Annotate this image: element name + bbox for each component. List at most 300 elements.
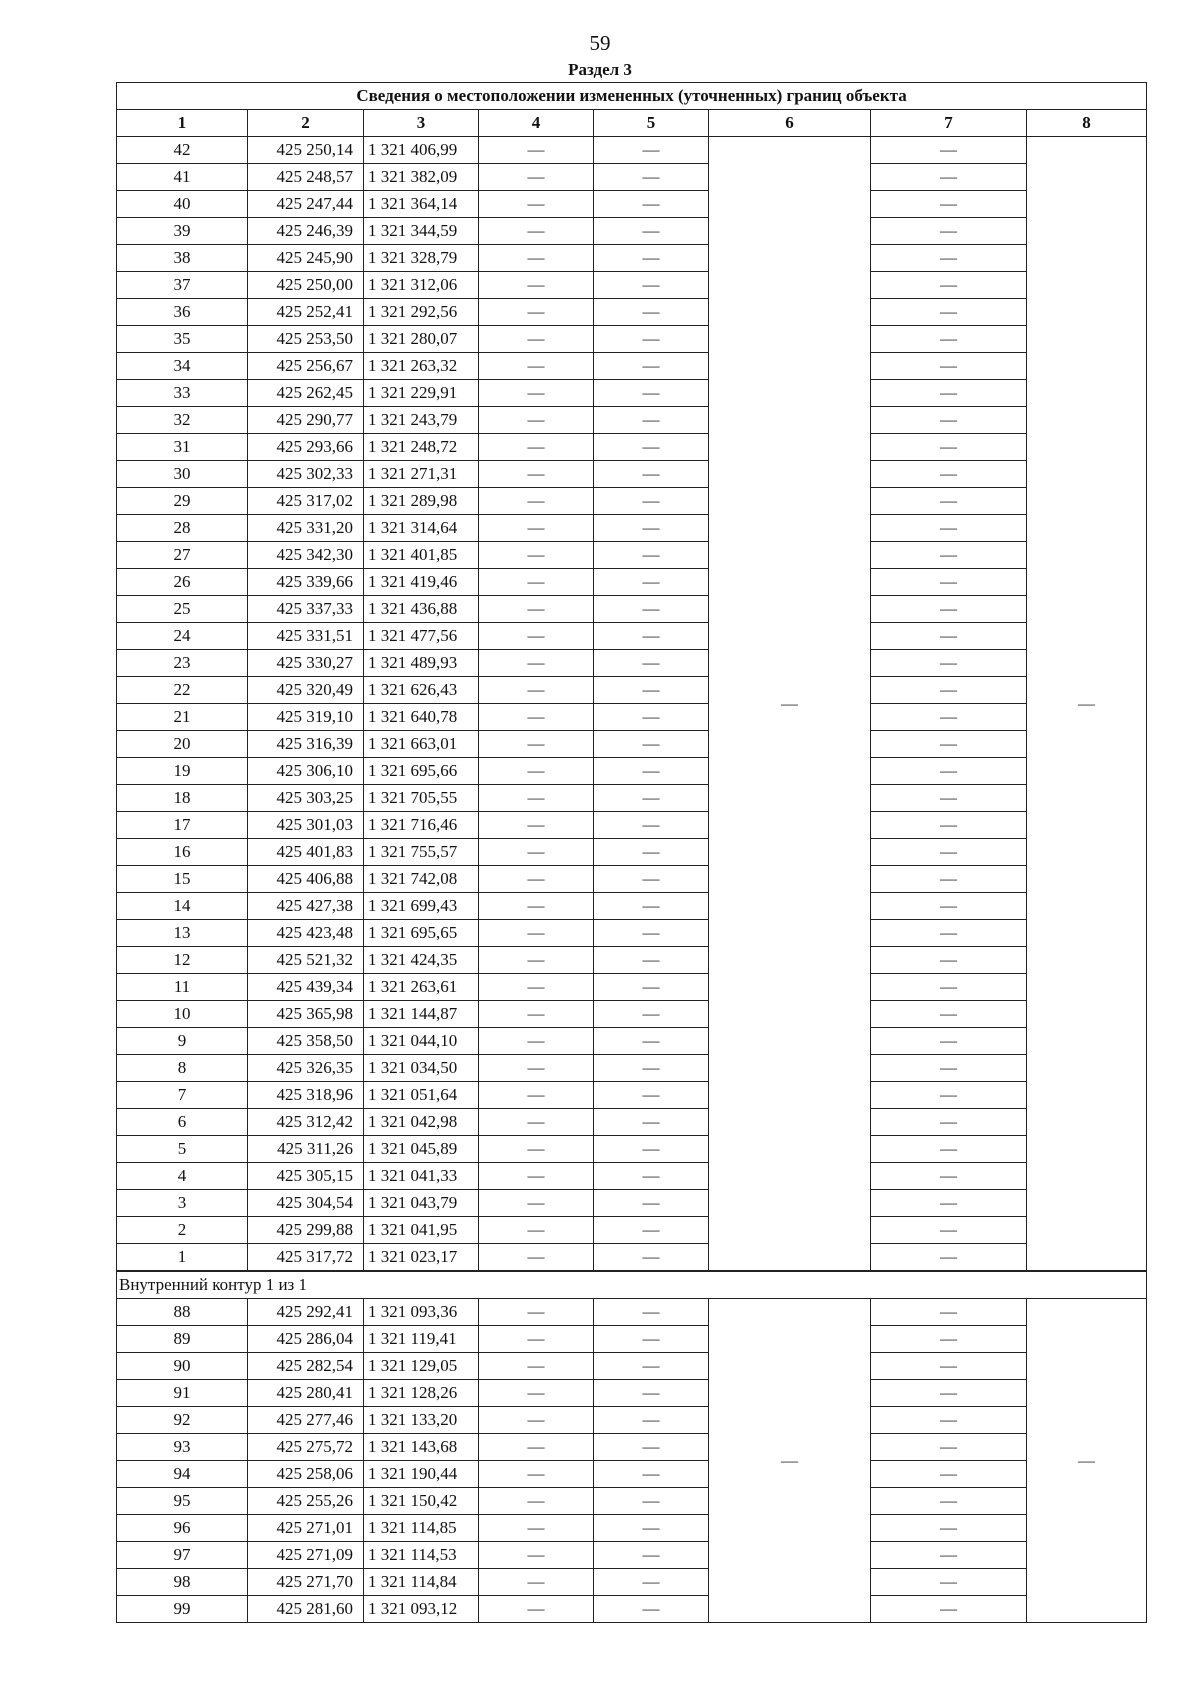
coordinate-x: 425 256,67 <box>248 353 364 380</box>
table-row <box>117 1380 1147 1407</box>
point-number: 40 <box>117 191 248 218</box>
dash-cell: — <box>594 542 709 569</box>
coordinate-y: 1 321 695,66 <box>364 758 479 785</box>
column-header-row <box>117 110 1147 137</box>
coordinate-x: 425 286,04 <box>248 1326 364 1353</box>
dash-cell: — <box>594 623 709 650</box>
dash-cell: — <box>479 758 594 785</box>
coordinate-y: 1 321 041,95 <box>364 1217 479 1244</box>
coordinate-y: 1 321 119,41 <box>364 1326 479 1353</box>
point-number: 41 <box>117 164 248 191</box>
coordinate-x: 425 358,50 <box>248 1028 364 1055</box>
dash-cell: — <box>479 1028 594 1055</box>
coordinate-y: 1 321 344,59 <box>364 218 479 245</box>
coordinate-x: 425 253,50 <box>248 326 364 353</box>
coordinate-y: 1 321 489,93 <box>364 650 479 677</box>
coordinate-y: 1 321 144,87 <box>364 1001 479 1028</box>
column-header: 8 <box>1027 110 1147 137</box>
point-number: 22 <box>117 677 248 704</box>
point-number: 19 <box>117 758 248 785</box>
coordinate-y: 1 321 626,43 <box>364 677 479 704</box>
dash-cell: — <box>871 974 1027 1001</box>
dash-cell: — <box>479 947 594 974</box>
dash-cell: — <box>594 731 709 758</box>
dash-cell: — <box>594 434 709 461</box>
table-row <box>117 1001 1147 1028</box>
coordinate-x: 425 306,10 <box>248 758 364 785</box>
dash-cell: — <box>479 1515 594 1542</box>
coordinate-y: 1 321 243,79 <box>364 407 479 434</box>
dash-cell: — <box>479 515 594 542</box>
dash-cell: — <box>594 1326 709 1353</box>
coordinate-x: 425 302,33 <box>248 461 364 488</box>
coordinate-x: 425 423,48 <box>248 920 364 947</box>
dash-cell: — <box>479 1569 594 1596</box>
coordinate-x: 425 406,88 <box>248 866 364 893</box>
dash-cell: — <box>594 1190 709 1217</box>
dash-cell: — <box>479 407 594 434</box>
table-row <box>117 461 1147 488</box>
dash-cell: — <box>479 839 594 866</box>
dash-cell: — <box>594 839 709 866</box>
table-row <box>117 569 1147 596</box>
inner-contour-row <box>117 1271 1147 1299</box>
table-row <box>117 1434 1147 1461</box>
table-row <box>117 623 1147 650</box>
coordinate-x: 425 312,42 <box>248 1109 364 1136</box>
table-row <box>117 1353 1147 1380</box>
table-row <box>117 326 1147 353</box>
dash-cell: — <box>479 650 594 677</box>
table-row <box>117 488 1147 515</box>
coordinate-x: 425 427,38 <box>248 893 364 920</box>
dash-cell: — <box>479 569 594 596</box>
dash-cell: — <box>479 272 594 299</box>
dash-cell: — <box>594 1163 709 1190</box>
dash-cell: — <box>871 1434 1027 1461</box>
table-row <box>117 731 1147 758</box>
coordinate-x: 425 326,35 <box>248 1055 364 1082</box>
point-number: 39 <box>117 218 248 245</box>
dash-cell: — <box>594 1055 709 1082</box>
coordinate-y: 1 321 742,08 <box>364 866 479 893</box>
coordinate-x: 425 290,77 <box>248 407 364 434</box>
dash-cell: — <box>479 299 594 326</box>
point-number: 99 <box>117 1596 248 1623</box>
dash-cell: — <box>871 137 1027 164</box>
dash-cell: — <box>479 785 594 812</box>
coordinate-x: 425 318,96 <box>248 1082 364 1109</box>
dash-cell: — <box>871 893 1027 920</box>
table-row <box>117 1136 1147 1163</box>
dash-cell: — <box>871 866 1027 893</box>
dash-cell: — <box>871 1353 1027 1380</box>
coordinate-y: 1 321 280,07 <box>364 326 479 353</box>
dash-cell: — <box>871 677 1027 704</box>
table-row <box>117 299 1147 326</box>
dash-cell: — <box>479 434 594 461</box>
dash-cell: — <box>479 191 594 218</box>
coordinate-x: 425 271,70 <box>248 1569 364 1596</box>
dash-cell: — <box>479 974 594 1001</box>
table-row <box>117 353 1147 380</box>
table-row <box>117 1407 1147 1434</box>
dash-cell: — <box>594 1488 709 1515</box>
coordinate-y: 1 321 041,33 <box>364 1163 479 1190</box>
table-row <box>117 812 1147 839</box>
dash-cell: — <box>594 245 709 272</box>
coordinate-y: 1 321 401,85 <box>364 542 479 569</box>
dash-cell: — <box>871 299 1027 326</box>
table-row <box>117 1244 1147 1272</box>
dash-cell: — <box>871 326 1027 353</box>
table-row <box>117 650 1147 677</box>
coordinate-y: 1 321 695,65 <box>364 920 479 947</box>
point-number: 3 <box>117 1190 248 1217</box>
table-row <box>117 1569 1147 1596</box>
dash-cell: — <box>479 461 594 488</box>
table-row <box>117 866 1147 893</box>
dash-cell: — <box>594 1596 709 1623</box>
table-row <box>117 704 1147 731</box>
dash-cell: — <box>479 488 594 515</box>
point-number: 9 <box>117 1028 248 1055</box>
dash-cell: — <box>594 1109 709 1136</box>
dash-cell: — <box>479 245 594 272</box>
dash-cell: — <box>871 623 1027 650</box>
coordinate-x: 425 299,88 <box>248 1217 364 1244</box>
point-number: 89 <box>117 1326 248 1353</box>
coordinate-y: 1 321 023,17 <box>364 1244 479 1272</box>
table-row <box>117 1515 1147 1542</box>
point-number: 26 <box>117 569 248 596</box>
coordinate-x: 425 258,06 <box>248 1461 364 1488</box>
dash-cell: — <box>594 920 709 947</box>
coordinate-y: 1 321 248,72 <box>364 434 479 461</box>
table-row <box>117 1461 1147 1488</box>
dash-cell: — <box>594 380 709 407</box>
point-number: 31 <box>117 434 248 461</box>
dash-cell: — <box>479 623 594 650</box>
coordinate-x: 425 316,39 <box>248 731 364 758</box>
coordinate-y: 1 321 229,91 <box>364 380 479 407</box>
coordinate-y: 1 321 436,88 <box>364 596 479 623</box>
coordinate-x: 425 311,26 <box>248 1136 364 1163</box>
dash-cell: — <box>871 1380 1027 1407</box>
coordinate-x: 425 262,45 <box>248 380 364 407</box>
point-number: 92 <box>117 1407 248 1434</box>
dash-cell: — <box>479 1244 594 1272</box>
coordinate-x: 425 317,02 <box>248 488 364 515</box>
point-number: 28 <box>117 515 248 542</box>
dash-cell: — <box>871 1299 1027 1326</box>
coordinate-x: 425 245,90 <box>248 245 364 272</box>
dash-cell: — <box>594 1028 709 1055</box>
point-number: 6 <box>117 1109 248 1136</box>
coordinate-x: 425 521,32 <box>248 947 364 974</box>
dash-cell: — <box>594 1082 709 1109</box>
point-number: 38 <box>117 245 248 272</box>
merged-dash-cell: — <box>709 1299 871 1623</box>
dash-cell: — <box>594 1542 709 1569</box>
table-row <box>117 272 1147 299</box>
dash-cell: — <box>871 1163 1027 1190</box>
table-row <box>117 1082 1147 1109</box>
point-number: 25 <box>117 596 248 623</box>
dash-cell: — <box>479 380 594 407</box>
coordinate-y: 1 321 699,43 <box>364 893 479 920</box>
point-number: 30 <box>117 461 248 488</box>
coordinate-y: 1 321 382,09 <box>364 164 479 191</box>
dash-cell: — <box>479 893 594 920</box>
dash-cell: — <box>871 542 1027 569</box>
column-header: 4 <box>479 110 594 137</box>
coordinate-y: 1 321 150,42 <box>364 1488 479 1515</box>
point-number: 35 <box>117 326 248 353</box>
coordinate-x: 425 331,20 <box>248 515 364 542</box>
dash-cell: — <box>871 380 1027 407</box>
point-number: 16 <box>117 839 248 866</box>
coordinate-y: 1 321 705,55 <box>364 785 479 812</box>
point-number: 23 <box>117 650 248 677</box>
dash-cell: — <box>594 1380 709 1407</box>
dash-cell: — <box>871 596 1027 623</box>
coordinate-x: 425 320,49 <box>248 677 364 704</box>
point-number: 88 <box>117 1299 248 1326</box>
dash-cell: — <box>594 650 709 677</box>
point-number: 21 <box>117 704 248 731</box>
coordinate-x: 425 250,14 <box>248 137 364 164</box>
coordinate-y: 1 321 190,44 <box>364 1461 479 1488</box>
dash-cell: — <box>479 1461 594 1488</box>
dash-cell: — <box>871 1109 1027 1136</box>
dash-cell: — <box>594 1407 709 1434</box>
point-number: 95 <box>117 1488 248 1515</box>
coordinate-y: 1 321 128,26 <box>364 1380 479 1407</box>
dash-cell: — <box>594 758 709 785</box>
dash-cell: — <box>871 245 1027 272</box>
point-number: 10 <box>117 1001 248 1028</box>
table-row <box>117 515 1147 542</box>
dash-cell: — <box>594 191 709 218</box>
dash-cell: — <box>594 974 709 1001</box>
coordinate-x: 425 305,15 <box>248 1163 364 1190</box>
coordinate-y: 1 321 093,36 <box>364 1299 479 1326</box>
dash-cell: — <box>594 299 709 326</box>
point-number: 4 <box>117 1163 248 1190</box>
point-number: 20 <box>117 731 248 758</box>
dash-cell: — <box>479 812 594 839</box>
dash-cell: — <box>479 1190 594 1217</box>
dash-cell: — <box>871 353 1027 380</box>
dash-cell: — <box>594 704 709 731</box>
dash-cell: — <box>594 1001 709 1028</box>
dash-cell: — <box>594 785 709 812</box>
coordinate-x: 425 292,41 <box>248 1299 364 1326</box>
point-number: 96 <box>117 1515 248 1542</box>
dash-cell: — <box>479 1434 594 1461</box>
coordinate-x: 425 330,27 <box>248 650 364 677</box>
coordinate-y: 1 321 051,64 <box>364 1082 479 1109</box>
dash-cell: — <box>594 947 709 974</box>
coordinate-x: 425 339,66 <box>248 569 364 596</box>
inner-contour-label: Внутренний контур 1 из 1 <box>117 1271 1147 1299</box>
dash-cell: — <box>479 1353 594 1380</box>
table-row <box>117 191 1147 218</box>
dash-cell: — <box>594 812 709 839</box>
table-row <box>117 1326 1147 1353</box>
point-number: 90 <box>117 1353 248 1380</box>
table-row <box>117 434 1147 461</box>
dash-cell: — <box>479 1136 594 1163</box>
dash-cell: — <box>479 1596 594 1623</box>
dash-cell: — <box>594 677 709 704</box>
dash-cell: — <box>594 1299 709 1326</box>
merged-dash-cell: — <box>709 137 871 1272</box>
coordinate-y: 1 321 263,61 <box>364 974 479 1001</box>
coordinate-y: 1 321 129,05 <box>364 1353 479 1380</box>
coordinate-x: 425 275,72 <box>248 1434 364 1461</box>
dash-cell: — <box>871 1488 1027 1515</box>
coordinate-y: 1 321 716,46 <box>364 812 479 839</box>
coordinate-y: 1 321 364,14 <box>364 191 479 218</box>
point-number: 32 <box>117 407 248 434</box>
dash-cell: — <box>871 434 1027 461</box>
table-row <box>117 1217 1147 1244</box>
coordinate-x: 425 248,57 <box>248 164 364 191</box>
dash-cell: — <box>871 785 1027 812</box>
coordinate-x: 425 304,54 <box>248 1190 364 1217</box>
table-row <box>117 137 1147 164</box>
coordinate-y: 1 321 312,06 <box>364 272 479 299</box>
dash-cell: — <box>871 947 1027 974</box>
coordinate-y: 1 321 044,10 <box>364 1028 479 1055</box>
dash-cell: — <box>479 218 594 245</box>
point-number: 14 <box>117 893 248 920</box>
table-row <box>117 677 1147 704</box>
table-row <box>117 893 1147 920</box>
point-number: 93 <box>117 1434 248 1461</box>
dash-cell: — <box>871 164 1027 191</box>
table-row <box>117 974 1147 1001</box>
merged-dash-cell: — <box>1027 137 1147 1272</box>
table-row <box>117 785 1147 812</box>
page-number: 59 <box>589 31 611 55</box>
table-row <box>117 1163 1147 1190</box>
table-row <box>117 947 1147 974</box>
dash-cell: — <box>479 164 594 191</box>
dash-cell: — <box>871 1407 1027 1434</box>
coordinate-y: 1 321 419,46 <box>364 569 479 596</box>
table-row <box>117 245 1147 272</box>
column-header: 5 <box>594 110 709 137</box>
dash-cell: — <box>871 218 1027 245</box>
dash-cell: — <box>871 1136 1027 1163</box>
coordinate-y: 1 321 755,57 <box>364 839 479 866</box>
coordinate-x: 425 303,25 <box>248 785 364 812</box>
column-header: 1 <box>117 110 248 137</box>
coordinate-y: 1 321 328,79 <box>364 245 479 272</box>
dash-cell: — <box>871 650 1027 677</box>
table-body <box>117 137 1147 1623</box>
dash-cell: — <box>871 1515 1027 1542</box>
dash-cell: — <box>479 1163 594 1190</box>
dash-cell: — <box>871 812 1027 839</box>
table-row <box>117 1596 1147 1623</box>
dash-cell: — <box>594 272 709 299</box>
dash-cell: — <box>479 1109 594 1136</box>
point-number: 29 <box>117 488 248 515</box>
point-number: 34 <box>117 353 248 380</box>
point-number: 36 <box>117 299 248 326</box>
table-row <box>117 542 1147 569</box>
coordinate-y: 1 321 663,01 <box>364 731 479 758</box>
table-row <box>117 1488 1147 1515</box>
point-number: 42 <box>117 137 248 164</box>
dash-cell: — <box>479 1380 594 1407</box>
table-row <box>117 1109 1147 1136</box>
dash-cell: — <box>871 1244 1027 1272</box>
dash-cell: — <box>871 272 1027 299</box>
dash-cell: — <box>479 866 594 893</box>
dash-cell: — <box>479 326 594 353</box>
dash-cell: — <box>871 920 1027 947</box>
dash-cell: — <box>871 1326 1027 1353</box>
dash-cell: — <box>594 353 709 380</box>
dash-cell: — <box>594 866 709 893</box>
coordinate-x: 425 342,30 <box>248 542 364 569</box>
coordinate-x: 425 252,41 <box>248 299 364 326</box>
dash-cell: — <box>479 137 594 164</box>
point-number: 33 <box>117 380 248 407</box>
coordinate-x: 425 301,03 <box>248 812 364 839</box>
point-number: 15 <box>117 866 248 893</box>
coordinate-y: 1 321 289,98 <box>364 488 479 515</box>
dash-cell: — <box>479 596 594 623</box>
coordinate-y: 1 321 034,50 <box>364 1055 479 1082</box>
dash-cell: — <box>594 164 709 191</box>
dash-cell: — <box>871 461 1027 488</box>
dash-cell: — <box>594 515 709 542</box>
coordinate-x: 425 246,39 <box>248 218 364 245</box>
dash-cell: — <box>871 1082 1027 1109</box>
table-row <box>117 218 1147 245</box>
coordinate-x: 425 317,72 <box>248 1244 364 1272</box>
point-number: 18 <box>117 785 248 812</box>
coordinate-y: 1 321 093,12 <box>364 1596 479 1623</box>
dash-cell: — <box>594 1353 709 1380</box>
dash-cell: — <box>871 1055 1027 1082</box>
dash-cell: — <box>594 407 709 434</box>
table-row <box>117 407 1147 434</box>
coordinate-x: 425 401,83 <box>248 839 364 866</box>
dash-cell: — <box>479 704 594 731</box>
table-row <box>117 164 1147 191</box>
dash-cell: — <box>871 1190 1027 1217</box>
coordinate-y: 1 321 114,85 <box>364 1515 479 1542</box>
dash-cell: — <box>594 1244 709 1272</box>
point-number: 2 <box>117 1217 248 1244</box>
coordinate-x: 425 280,41 <box>248 1380 364 1407</box>
coordinate-y: 1 321 477,56 <box>364 623 479 650</box>
dash-cell: — <box>594 596 709 623</box>
coordinate-x: 425 293,66 <box>248 434 364 461</box>
table-row <box>117 1190 1147 1217</box>
column-header: 7 <box>871 110 1027 137</box>
coordinate-x: 425 247,44 <box>248 191 364 218</box>
dash-cell: — <box>594 893 709 920</box>
dash-cell: — <box>871 1001 1027 1028</box>
